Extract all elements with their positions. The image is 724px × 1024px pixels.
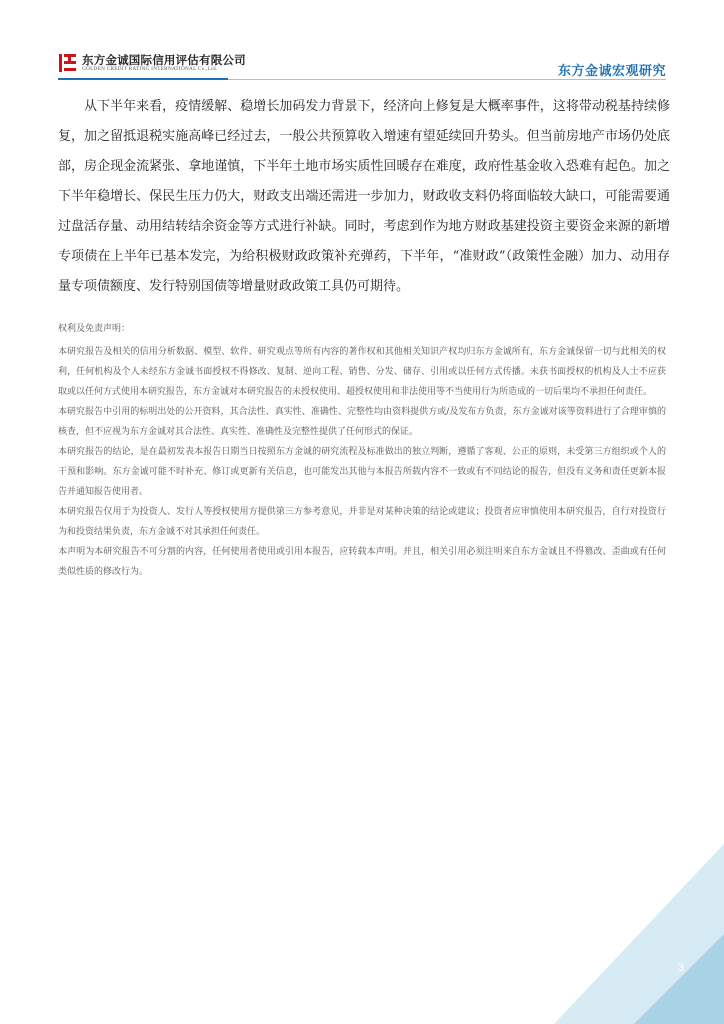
- disclaimer-section: [58, 322, 666, 582]
- disclaimer-paragraph: 本研究报告仅用于为投资人、发行人等授权使用方提供第三方参考意见，并非是对某种决策的结论或建议；投资者应审慎使用本研究报告，自行对投资行为和投资结果负责，东方金诚不对其承担任何责任。: [58, 507, 666, 537]
- company-name-cn: 东方金诚国际信用评估有限公司: [82, 53, 246, 67]
- page-number: 3: [677, 962, 684, 974]
- header-divider-accent: [58, 78, 228, 80]
- disclaimer-paragraph: 本声明为本研究报告不可分割的内容，任何使用者使用或引用本报告，应转载本声明。并且，相关引用必须注明来自东方金诚且不得篡改、歪曲或有任何类似性质的修改行为。: [58, 547, 666, 577]
- section-title: 东方金诚宏观研究: [557, 64, 666, 79]
- disclaimer-paragraph: 本研究报告中引用的标明出处的公开资料，其合法性、真实性、准确性、完整性均由资料提供方或/及发布方负责，东方金诚对该等资料进行了合理审慎的核查，但不应视为东方金诚对其合法性、真实性、准确性及完整性提供了任何形式的保证。: [58, 407, 666, 437]
- corner-decoration: [524, 824, 724, 1024]
- disclaimer-title: 权利及免责声明：: [58, 324, 131, 334]
- company-name-en: GOLDEN CREDIT RATING INTERNATIONAL Co.,Ltd.: [82, 66, 218, 72]
- disclaimer-paragraph: 本研究报告及相关的信用分析数据、模型、软件、研究观点等所有内容的著作权和其他相关知识产权均归东方金诚所有，东方金诚保留一切与此相关的权利，任何机构及个人未经东方金诚书面授权不得修改、复制、逆向工程、销售、分发、储存、引用或以任何方式传播。未获书面授权的机构及人士不应获取或以任何方式使用本研究报告，东方金诚对本研究报告的未授权使用、超授权使用和非法使用等不当使用行为所造成的一切后果均不承担任何责任。: [58, 347, 666, 397]
- logo-mark-icon: [58, 52, 78, 74]
- page-header: [0, 0, 724, 84]
- disclaimer-paragraph: 本研究报告的结论，是在最初发表本报告日期当日按照东方金诚的研究流程及标准做出的独立判断，遵循了客观、公正的原则，未受第三方组织或个人的干预和影响。东方金诚可能不时补充、修订或更新有关信息，也可能发出其他与本报告所载内容不一致或有不同结论的报告，但没有义务和责任更新本报告并通知报告使用者。: [58, 447, 666, 497]
- company-logo: [58, 52, 278, 78]
- body-paragraph: 从下半年来看，疫情缓解、稳增长加码发力背景下，经济向上修复是大概率事件，这将带动税基持续修复，加之留抵退税实施高峰已经过去，一般公共预算收入增速有望延续回升势头。但当前房地产市场仍处底部，房企现金流紧张、拿地谨慎，下半年土地市场实质性回暖存在难度，政府性基金收入恐难有起色。加之下半年稳增长、保民生压力仍大，财政支出端还需进一步加力，财政收支料仍将面临较大缺口，可能需要通过盘活存量、动用结转结余资金等方式进行补缺。同时，考虑到作为地方财政基建投资主要资金来源的新增专项债在上半年已基本发完，为给积极财政政策补充弹药，下半年，“准财政”（政策性金融）加力、动用存量专项债额度、发行特别国债等增量财政政策工具仍可期待。: [58, 99, 670, 294]
